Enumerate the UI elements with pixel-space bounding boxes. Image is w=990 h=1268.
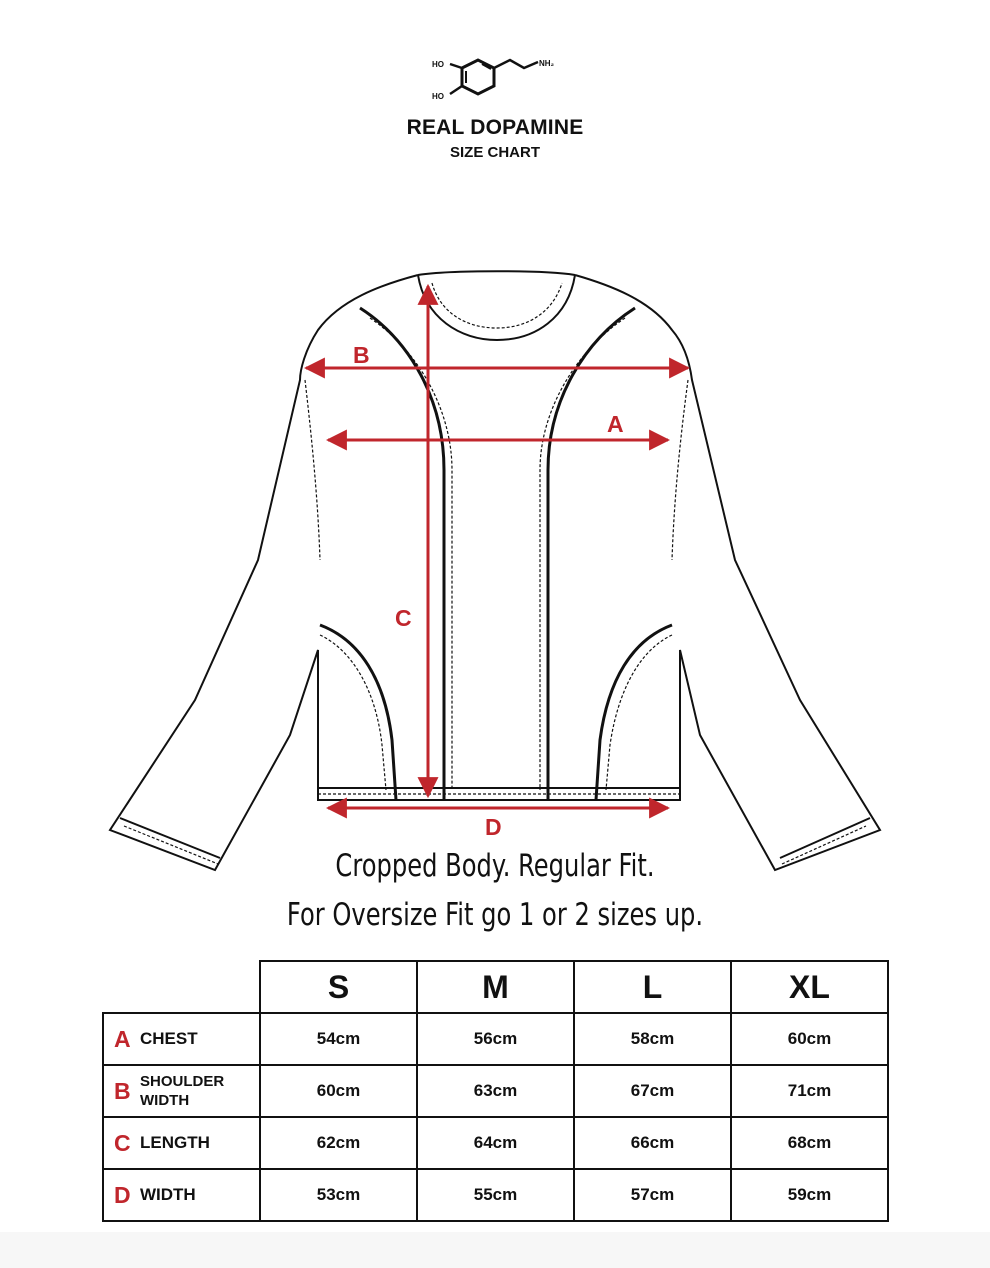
measure-letter-a: A <box>607 411 624 437</box>
nh2-label: NH₂ <box>539 59 555 68</box>
table-cell: 58cm <box>574 1013 731 1065</box>
row-label-text: LENGTH <box>140 1133 210 1152</box>
row-letter: B <box>114 1077 131 1104</box>
measure-letter-b: B <box>353 342 370 368</box>
table-cell: 66cm <box>574 1117 731 1169</box>
table-row <box>103 1013 888 1065</box>
table-cell: 67cm <box>574 1065 731 1117</box>
table-row <box>103 1065 888 1117</box>
table-row <box>103 1169 888 1221</box>
measure-letter-d: D <box>485 814 502 840</box>
row-letter: C <box>114 1129 131 1156</box>
size-header-xl: XL <box>731 961 888 1013</box>
table-cell: 59cm <box>731 1169 888 1221</box>
size-header-row <box>103 961 888 1013</box>
size-table <box>102 960 889 1222</box>
row-label-width <box>103 1169 260 1221</box>
panel-seams <box>320 308 672 800</box>
row-label-text: WIDTH <box>140 1185 196 1204</box>
row-letter: D <box>114 1181 131 1208</box>
fit-note-line1: Cropped Body. Regular Fit. <box>335 848 655 884</box>
row-label-shoulder-width <box>103 1065 260 1117</box>
row-letter: A <box>114 1025 131 1052</box>
table-cell: 63cm <box>417 1065 574 1117</box>
table-cell: 53cm <box>260 1169 417 1221</box>
table-cell: 55cm <box>417 1169 574 1221</box>
measure-letter-c: C <box>395 605 412 631</box>
table-cell: 71cm <box>731 1065 888 1117</box>
row-label-chest <box>103 1013 260 1065</box>
table-cell: 64cm <box>417 1117 574 1169</box>
garment-outline <box>110 271 880 870</box>
ho-label-bottom: HO <box>432 92 444 101</box>
table-cell: 60cm <box>260 1065 417 1117</box>
size-header-m: M <box>417 961 574 1013</box>
table-cell: 60cm <box>731 1013 888 1065</box>
table-row <box>103 1117 888 1169</box>
table-cell: 54cm <box>260 1013 417 1065</box>
fit-note-line2: For Oversize Fit go 1 or 2 sizes up. <box>286 897 704 933</box>
table-cell: 56cm <box>417 1013 574 1065</box>
header-blank-cell <box>103 961 260 1013</box>
table-cell: 57cm <box>574 1169 731 1221</box>
table-cell: 68cm <box>731 1117 888 1169</box>
row-label-text: CHEST <box>140 1029 198 1048</box>
page-bottom-strip <box>0 1232 990 1268</box>
size-header-l: L <box>574 961 731 1013</box>
size-header-s: S <box>260 961 417 1013</box>
table-cell: 62cm <box>260 1117 417 1169</box>
row-label-length <box>103 1117 260 1169</box>
row-label-text: SHOULDER WIDTH <box>140 1073 225 1109</box>
brand-name: REAL DOPAMINE <box>406 116 584 139</box>
chart-subtitle: SIZE CHART <box>450 144 540 161</box>
ho-label-top: HO <box>432 60 444 69</box>
